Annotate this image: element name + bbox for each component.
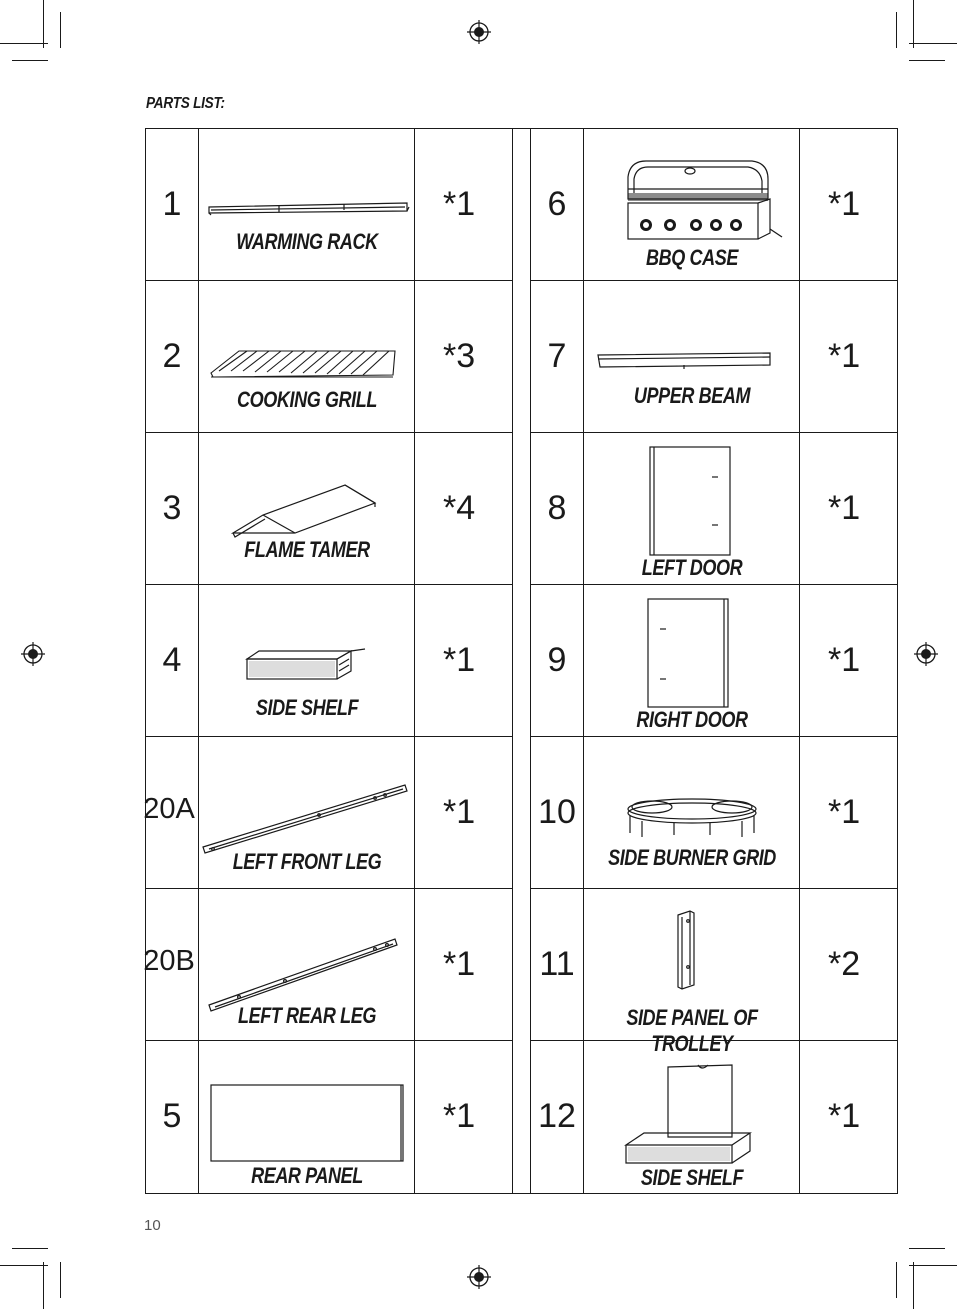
part-quantity: *4 [443, 489, 476, 527]
part-number: 5 [162, 1097, 182, 1135]
table-row [531, 129, 897, 281]
crop-mark [60, 12, 61, 48]
crop-mark [0, 1265, 48, 1266]
registration-mark-icon [914, 642, 938, 666]
registration-mark-icon [467, 1265, 491, 1289]
part-name: BBQ CASE [646, 245, 738, 270]
page-number: 10 [144, 1217, 161, 1234]
part-quantity: *3 [443, 337, 476, 375]
table-row [146, 281, 512, 433]
crop-mark [60, 1262, 61, 1298]
part-number: 20A [143, 793, 195, 825]
parts-table [145, 128, 898, 1194]
part-name: REAR PANEL [251, 1163, 363, 1188]
part-name: SIDE SHELF [255, 695, 359, 720]
part-number: 20B [143, 945, 195, 977]
table-row [531, 1041, 897, 1193]
upper-beam-icon [584, 281, 800, 433]
warming-rack-icon [199, 129, 415, 281]
part-number: 12 [538, 1097, 576, 1135]
part-quantity: *1 [828, 489, 861, 527]
parts-column-right [530, 128, 898, 1194]
part-quantity: *1 [828, 641, 861, 679]
part-quantity: *1 [443, 793, 476, 831]
part-quantity: *1 [828, 337, 861, 375]
part-number: 4 [162, 641, 182, 679]
parts-column-left [145, 128, 513, 1194]
table-row [146, 129, 512, 281]
part-quantity: *1 [443, 945, 476, 983]
table-row [143, 737, 512, 889]
part-quantity: *1 [443, 641, 476, 679]
part-name: SIDE BURNER GRID [608, 845, 776, 870]
table-gap [513, 128, 530, 1194]
part-number: 3 [162, 489, 182, 527]
crop-mark [909, 60, 945, 61]
part-quantity: *1 [443, 1097, 476, 1135]
table-row [146, 585, 512, 737]
part-name: WARMING RACK [236, 229, 378, 254]
part-number: 7 [547, 337, 567, 375]
part-quantity: *1 [828, 185, 861, 223]
table-row [146, 433, 512, 585]
registration-mark-icon [467, 20, 491, 44]
table-row [143, 889, 512, 1041]
crop-mark [913, 0, 914, 48]
crop-mark [0, 43, 48, 44]
part-quantity: *1 [828, 793, 861, 831]
part-quantity: *1 [828, 1097, 861, 1135]
crop-mark [909, 43, 957, 44]
table-row [531, 889, 897, 1056]
part-quantity: *1 [443, 185, 476, 223]
table-row [531, 433, 897, 585]
page-title: PARTS LIST: [146, 95, 225, 112]
crop-mark [913, 1262, 914, 1309]
part-number: 11 [539, 945, 575, 983]
crop-mark [896, 1262, 897, 1298]
part-name: SIDE SHELF [640, 1165, 744, 1190]
table-row [531, 281, 897, 433]
part-number: 8 [547, 489, 567, 527]
part-name: LEFT FRONT LEG [232, 849, 382, 874]
part-name: UPPER BEAM [633, 383, 751, 408]
part-number: 2 [162, 337, 182, 375]
crop-mark [12, 1248, 48, 1249]
part-name: COOKING GRILL [237, 387, 377, 412]
registration-mark-icon [21, 642, 45, 666]
crop-mark [896, 12, 897, 48]
crop-mark [909, 1265, 957, 1266]
table-row [146, 1041, 512, 1193]
crop-mark [43, 0, 44, 48]
table-row [531, 737, 897, 889]
crop-mark [12, 60, 48, 61]
crop-mark [43, 1262, 44, 1309]
part-quantity: *2 [828, 945, 861, 983]
part-name: SIDE PANEL OF TROLLEY [626, 1005, 758, 1056]
part-number: 9 [547, 641, 567, 679]
part-name: RIGHT DOOR [636, 707, 748, 732]
crop-mark [909, 1248, 945, 1249]
part-name: FLAME TAMER [244, 537, 370, 562]
part-number: 6 [547, 185, 567, 223]
part-number: 1 [162, 185, 182, 223]
part-name: LEFT REAR LEG [238, 1003, 376, 1028]
part-number: 10 [538, 793, 576, 831]
table-row [531, 585, 897, 737]
part-name: LEFT DOOR [641, 555, 743, 580]
